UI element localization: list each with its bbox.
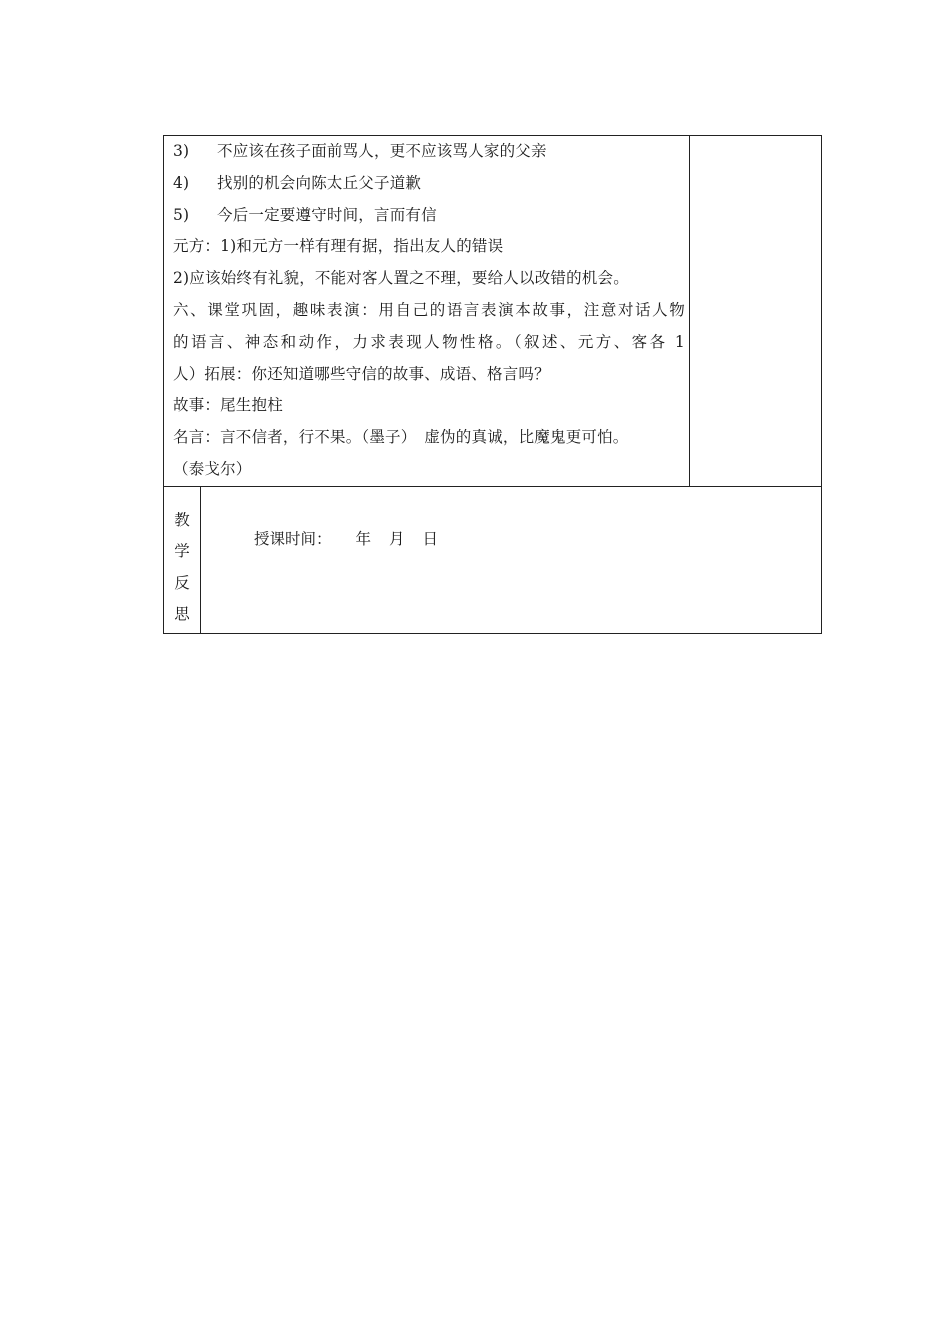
lesson-content-table bbox=[163, 135, 822, 487]
list-number: 4) bbox=[173, 173, 190, 192]
reflection-table bbox=[163, 486, 822, 634]
label-char: 教 bbox=[174, 511, 190, 529]
list-item-4 bbox=[173, 168, 685, 200]
list-text: 找别的机会向陈太丘父子道歉 bbox=[217, 173, 422, 192]
section-6-line-2: 的语言、神态和动作，力求表现人物性格。（叙述、元方、客各 1 bbox=[173, 332, 685, 351]
column-divider bbox=[689, 136, 690, 486]
list-number: 5) bbox=[173, 205, 190, 224]
lesson-content-cell bbox=[173, 136, 685, 486]
list-item-5 bbox=[173, 200, 685, 232]
year-label: 年 bbox=[355, 530, 372, 548]
yuanfang-point-1: 元方：1)和元方一样有理有据，指出友人的错误 bbox=[173, 237, 504, 256]
quote-line-2: （泰戈尔） bbox=[173, 459, 252, 478]
yuanfang-point-2: 2)应该始终有礼貌，不能对客人置之不理，要给人以改错的机会。 bbox=[173, 269, 629, 288]
section-6-line-1: 六、课堂巩固，趣味表演：用自己的语言表演本故事，注意对话人物 bbox=[173, 300, 685, 319]
label-char: 学 bbox=[174, 542, 190, 560]
list-text: 不应该在孩子面前骂人，更不应该骂人家的父亲 bbox=[217, 142, 547, 160]
month-label: 月 bbox=[389, 530, 405, 548]
label-char: 思 bbox=[174, 605, 190, 623]
quote-line-1: 名言：言不信者，行不果。（墨子） 虚伪的真诚，比魔鬼更可怕。 bbox=[173, 428, 629, 447]
section-6-line-3: 人）拓展：你还知道哪些守信的故事、成语、格言吗？ bbox=[173, 364, 550, 383]
label-char: 反 bbox=[174, 574, 190, 592]
story-line: 故事：尾生抱柱 bbox=[173, 396, 283, 415]
list-number: 3) bbox=[173, 142, 190, 160]
reflection-label-cell bbox=[164, 487, 201, 633]
day-label: 日 bbox=[422, 530, 439, 548]
list-item-3 bbox=[173, 136, 685, 168]
list-text: 今后一定要遵守时间，言而有信 bbox=[217, 205, 437, 224]
teaching-time-label: 授课时间： bbox=[254, 530, 332, 548]
teaching-time-row bbox=[254, 527, 438, 549]
